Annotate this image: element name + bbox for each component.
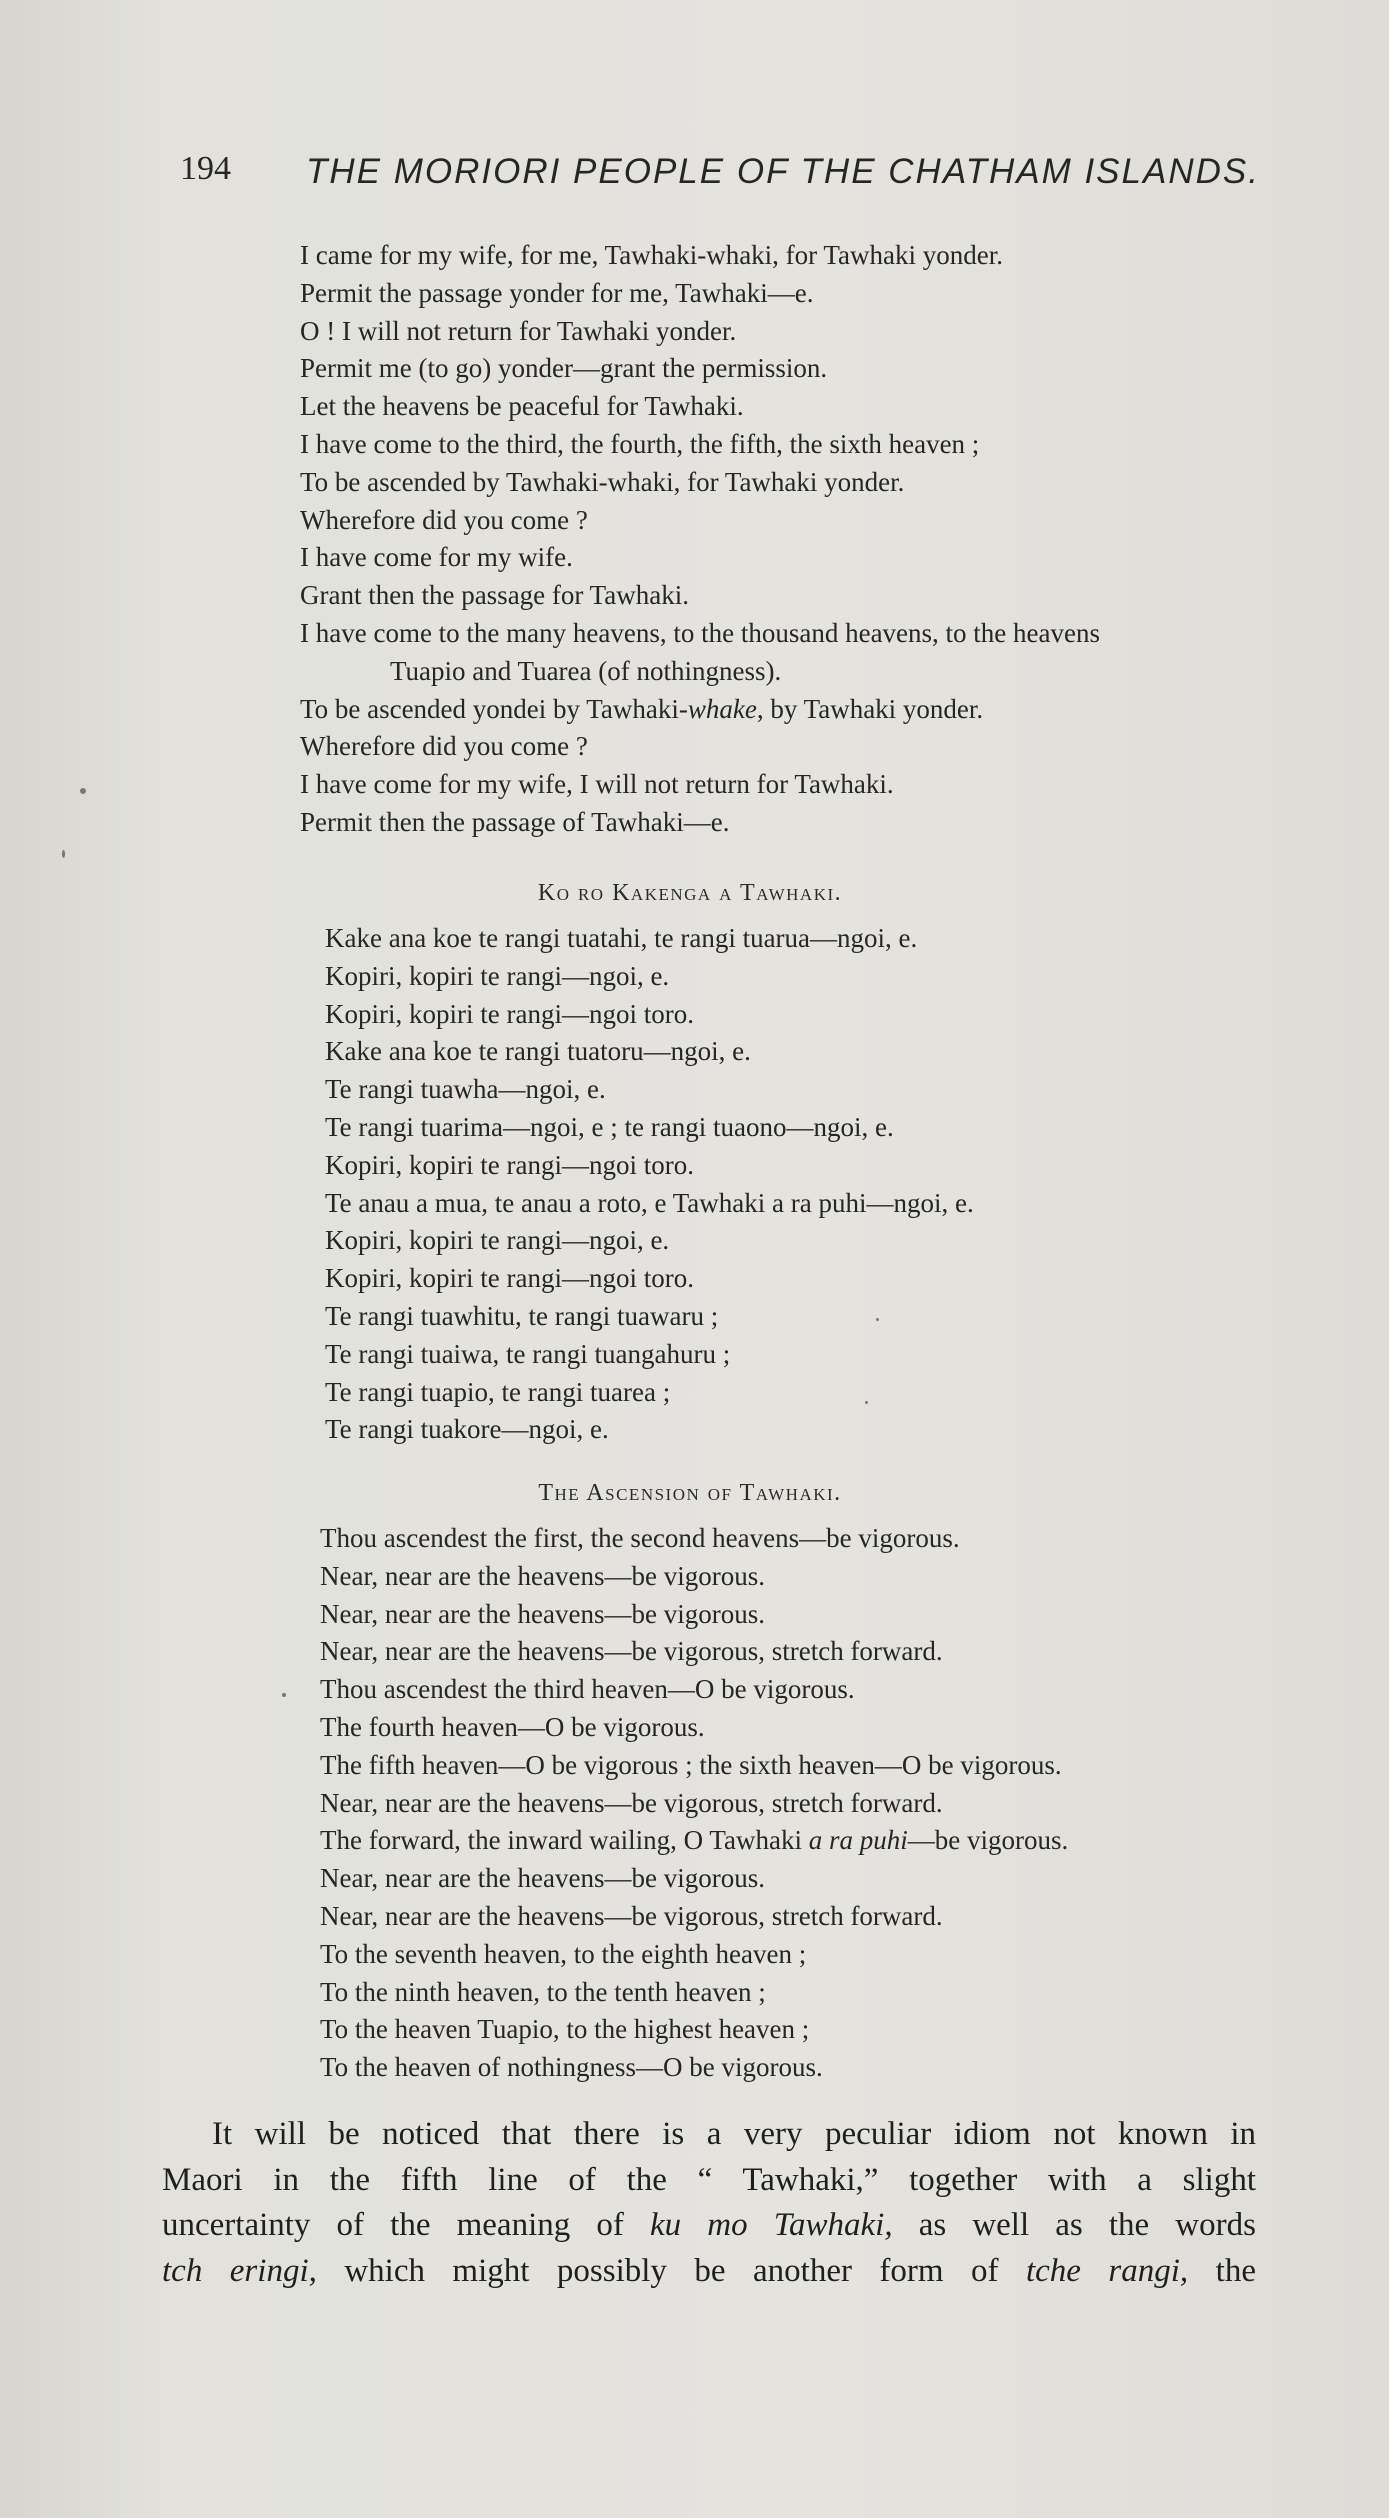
verse-line: To the ninth heaven, to the tenth heaven ; bbox=[320, 1976, 766, 2007]
verse-line: Te rangi tuawha—ngoi, e. bbox=[325, 1074, 606, 1105]
verse-text: To be ascended yondei by Tawhaki- bbox=[300, 693, 688, 724]
verse-line: Kopiri, kopiri te rangi—ngoi, e. bbox=[325, 1225, 670, 1256]
verse-line: To be ascended by Tawhaki-whaki, for Tawhaki yonder. bbox=[300, 466, 905, 497]
verse-line: Te rangi tuapio, te rangi tuarea ; bbox=[325, 1376, 671, 1407]
verse-line: To the seventh heaven, to the eighth heaven ; bbox=[320, 1938, 807, 1969]
verse-line: Near, near are the heavens—be vigorous. bbox=[320, 1598, 765, 1629]
verse-line: To the heaven of nothingness—O be vigorous. bbox=[320, 2052, 823, 2083]
verse-line: Grant then the passage for Tawhaki. bbox=[300, 580, 689, 611]
verse-line: Wherefore did you come ? bbox=[300, 504, 588, 535]
prose-text: as well as the words bbox=[892, 2207, 1256, 2243]
verse-line: Wherefore did you come ? bbox=[300, 731, 588, 762]
paper-speck bbox=[876, 1318, 879, 1321]
verse-line: I have come to the many heavens, to the thousand heavens, to the heavens bbox=[300, 617, 1100, 648]
page-number: 194 bbox=[180, 150, 231, 187]
verse-maori bbox=[325, 920, 1325, 1449]
prose-text: the bbox=[1188, 2252, 1256, 2289]
verse-line: To the heaven Tuapio, to the highest heaven ; bbox=[320, 2014, 810, 2045]
verse-line: Let the heavens be peaceful for Tawhaki. bbox=[300, 391, 744, 422]
verse-line: Near, near are the heavens—be vigorous. bbox=[320, 1863, 765, 1894]
verse-line-continuation: Tuapio and Tuarea (of nothingness). bbox=[390, 655, 782, 686]
verse-text-italic: a ra puhi bbox=[808, 1825, 908, 1856]
verse-line: I have come for my wife. bbox=[300, 542, 573, 573]
prose-line bbox=[162, 2249, 1256, 2295]
verse-line: Kake ana koe te rangi tuatoru—ngoi, e. bbox=[325, 1036, 751, 1067]
verse-line bbox=[300, 691, 1300, 729]
verse-line: Te rangi tuawhitu, te rangi tuawaru ; bbox=[325, 1300, 719, 1331]
verse-text: , by Tawhaki yonder. bbox=[756, 693, 984, 724]
prose-text-italic: tch eringi, bbox=[162, 2252, 317, 2289]
verse-line: I have come for my wife, I will not return for Tawhaki. bbox=[300, 769, 894, 800]
prose-text: uncertainty of the meaning of bbox=[162, 2207, 650, 2243]
prose-line bbox=[162, 2203, 1256, 2249]
verse-line: Thou ascendest the first, the second heavens—be vigorous. bbox=[320, 1523, 960, 1553]
verse-english-1 bbox=[300, 237, 1300, 842]
verse-text: —be vigorous. bbox=[907, 1825, 1069, 1856]
verse-line: Te anau a mua, te anau a roto, e Tawhaki a ra puhi—ngoi, e. bbox=[325, 1187, 974, 1218]
verse-line: Kopiri, kopiri te rangi—ngoi toro. bbox=[325, 1263, 694, 1294]
verse-english-2 bbox=[320, 1520, 1320, 2087]
prose-text-italic: tche rangi, bbox=[1025, 2252, 1189, 2289]
prose-line: Maori in the fifth line of the “ Tawhaki,” together with a slight bbox=[162, 2161, 1256, 2198]
page-header bbox=[180, 150, 1260, 200]
verse-line: Near, near are the heavens—be vigorous, stretch forward. bbox=[320, 1900, 943, 1931]
verse-line: Kopiri, kopiri te rangi—ngoi toro. bbox=[325, 998, 694, 1029]
section-title-maori: Ko ro Kakenga a Tawhaki. bbox=[537, 880, 843, 906]
section-title-english: The Ascension of Tawhaki. bbox=[538, 1480, 842, 1506]
paper-speck bbox=[62, 850, 65, 858]
running-title: THE MORIORI PEOPLE OF THE CHATHAM ISLANDS. bbox=[306, 152, 1260, 191]
verse-line: Permit then the passage of Tawhaki—e. bbox=[300, 806, 730, 837]
paper-speck bbox=[80, 788, 86, 794]
verse-line: Permit the passage yonder for me, Tawhaki—e. bbox=[300, 277, 814, 308]
paper-speck bbox=[865, 1401, 868, 1404]
verse-line: O ! I will not return for Tawhaki yonder. bbox=[300, 315, 737, 346]
verse-line: I came for my wife, for me, Tawhaki-whaki, for Tawhaki yonder. bbox=[300, 240, 1003, 270]
verse-line: The fourth heaven—O be vigorous. bbox=[320, 1711, 705, 1742]
verse-line bbox=[320, 1822, 1320, 1860]
paper-speck bbox=[282, 1693, 286, 1697]
prose-paragraph bbox=[162, 2112, 1256, 2294]
verse-line: Kopiri, kopiri te rangi—ngoi toro. bbox=[325, 1149, 694, 1180]
verse-line: Te rangi tuaiwa, te rangi tuangahuru ; bbox=[325, 1338, 731, 1369]
verse-line: Kopiri, kopiri te rangi—ngoi, e. bbox=[325, 960, 670, 991]
verse-line: Near, near are the heavens—be vigorous, stretch forward. bbox=[320, 1636, 943, 1667]
prose-text-italic: ku mo Tawhaki, bbox=[649, 2207, 893, 2243]
verse-line: The fifth heaven—O be vigorous ; the sixth heaven—O be vigorous. bbox=[320, 1749, 1062, 1780]
verse-line: Te rangi tuarima—ngoi, e ; te rangi tuaono—ngoi, e. bbox=[325, 1111, 894, 1142]
verse-line: Thou ascendest the third heaven—O be vigorous. bbox=[320, 1674, 855, 1705]
verse-line: Near, near are the heavens—be vigorous. bbox=[320, 1560, 765, 1591]
verse-text: The forward, the inward wailing, O Tawhaki bbox=[320, 1825, 809, 1856]
verse-text-italic: whake bbox=[687, 693, 757, 724]
prose-line: It will be noticed that there is a very peculiar idiom not known in bbox=[212, 2116, 1256, 2152]
verse-line: Te rangi tuakore—ngoi, e. bbox=[325, 1414, 609, 1445]
verse-line: Permit me (to go) yonder—grant the permission. bbox=[300, 353, 828, 384]
verse-line: Kake ana koe te rangi tuatahi, te rangi tuarua—ngoi, e. bbox=[325, 923, 918, 953]
verse-line: Near, near are the heavens—be vigorous, stretch forward. bbox=[320, 1787, 943, 1818]
prose-text: which might possibly be another form of bbox=[316, 2252, 1026, 2289]
verse-line: I have come to the third, the fourth, the fifth, the sixth heaven ; bbox=[300, 428, 980, 459]
